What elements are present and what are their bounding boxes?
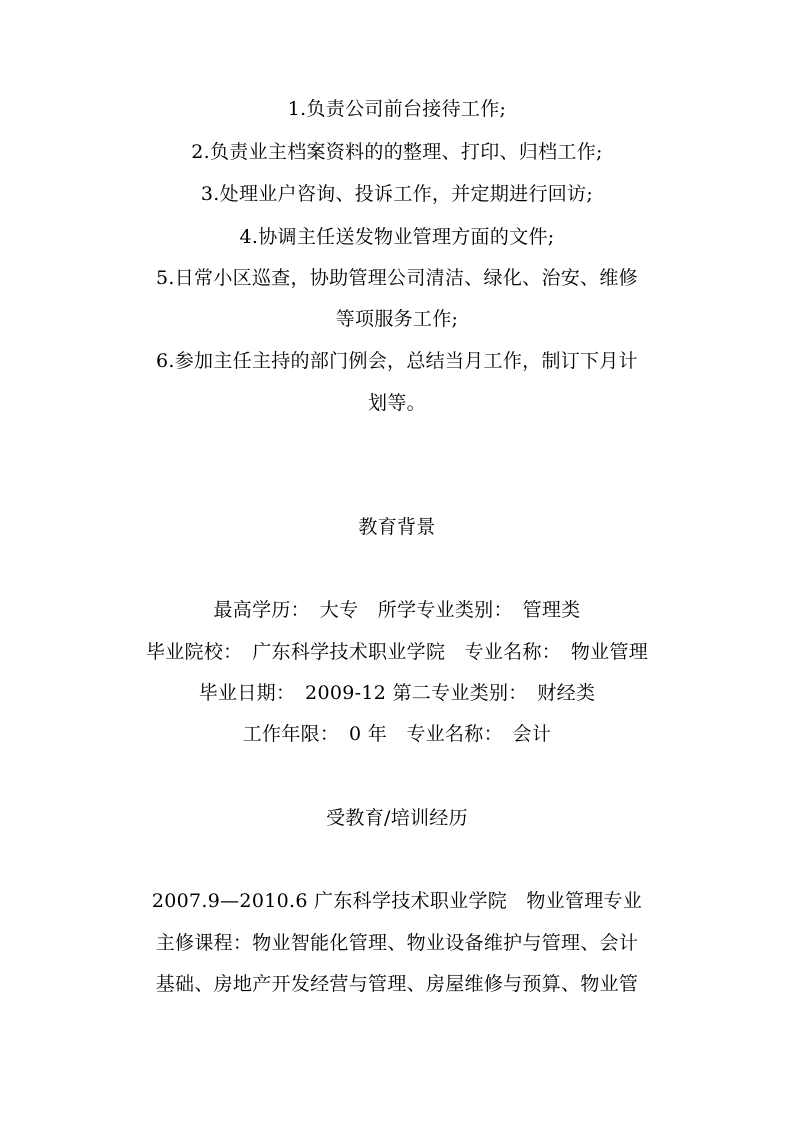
duty-item-6: 6.参加主任主持的部门例会，总结当月工作，制订下月计: [156, 350, 638, 372]
training-line-courses: 主修课程：物业智能化管理、物业设备维护与管理、会计: [155, 932, 639, 954]
education-line-school: 毕业院校： 广东科学技术职业学院 专业名称： 物业管理: [145, 641, 649, 663]
education-line-graduation-date: 毕业日期： 2009-12 第二专业类别： 财经类: [198, 682, 596, 704]
education-line-highest-degree: 最高学历： 大专 所学专业类别： 管理类: [213, 599, 581, 621]
education-heading: 教育背景: [358, 516, 436, 538]
training-line-period: 2007.9—2010.6 广东科学技术职业学院 物业管理专业: [151, 890, 643, 912]
duty-item-3: 3.处理业户咨询、投诉工作，并定期进行回访;: [200, 183, 594, 205]
duty-item-6-continued: 划等。: [368, 392, 426, 414]
training-line-courses-continued: 基础、房地产开发经营与管理、房屋维修与预算、物业管: [155, 973, 639, 995]
duty-item-5-continued: 等项服务工作;: [335, 308, 459, 330]
training-heading: 受教育/培训经历: [326, 807, 468, 829]
duty-item-1: 1.负责公司前台接待工作;: [287, 98, 507, 120]
duty-item-4: 4.协调主任送发物业管理方面的文件;: [239, 226, 555, 248]
duty-item-5: 5.日常小区巡查，协助管理公司清洁、绿化、治安、维修: [156, 267, 638, 289]
education-line-work-years: 工作年限： 0 年 专业名称： 会计: [242, 723, 552, 745]
duty-item-2: 2.负责业主档案资料的的整理、打印、归档工作;: [191, 141, 603, 163]
